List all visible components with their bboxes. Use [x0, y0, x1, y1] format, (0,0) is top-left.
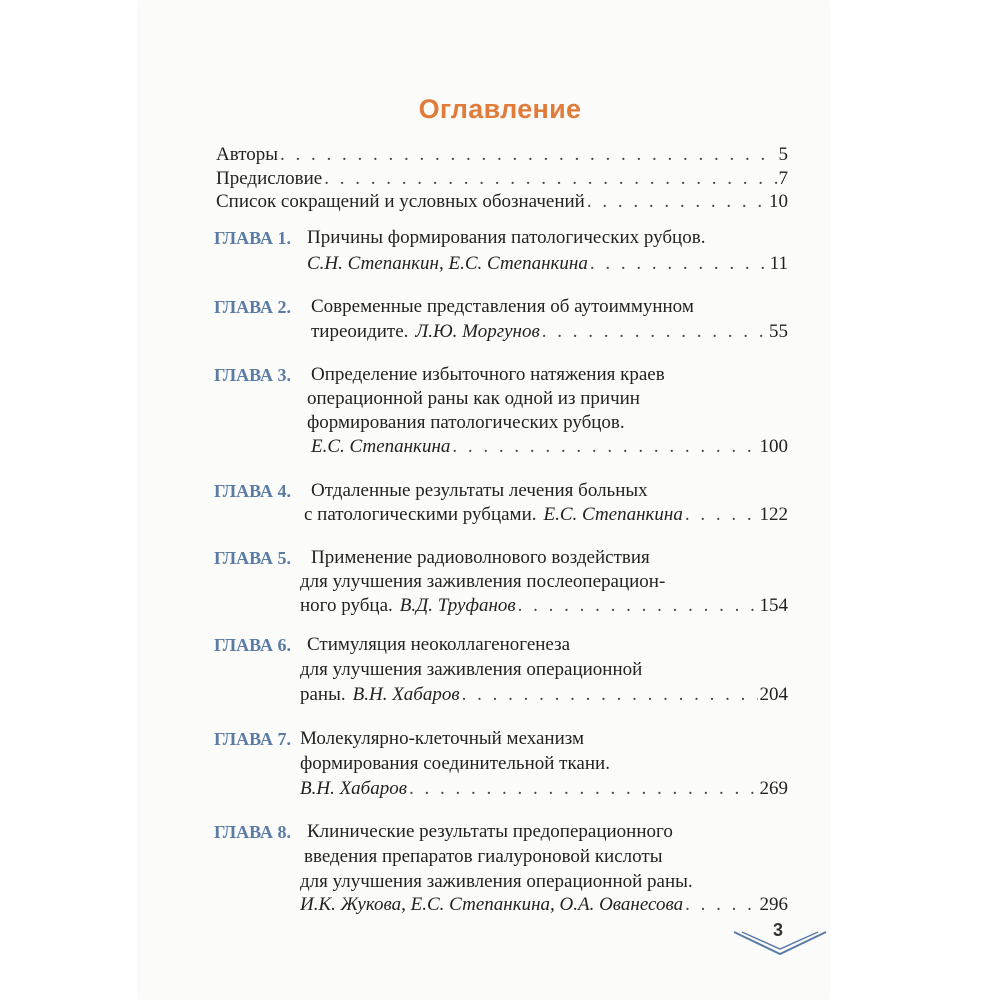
- chapter-2-label: ГЛАВА 2.: [214, 297, 292, 317]
- entry-page: 122: [759, 504, 788, 525]
- chapter-3-label: ГЛАВА 3.: [214, 365, 292, 385]
- chapter-5-title-line-1[interactable]: Применение радиоволнового воздействия: [311, 547, 650, 568]
- chapter-4-label: ГЛАВА 4.: [214, 481, 292, 501]
- entry-page: 204: [759, 684, 788, 705]
- chapter-6-title-line-1[interactable]: Стимуляция неоколлагеногенеза: [307, 634, 571, 655]
- entry-label: Авторы: [216, 144, 279, 165]
- chapter-3-title-line-2[interactable]: операционной раны как одной из причин: [307, 388, 640, 409]
- entry-page: 55: [769, 321, 788, 342]
- chapter-7-title-line-2[interactable]: формирования соединительной ткани.: [300, 753, 610, 774]
- chapter-4-title[interactable]: Отдаленные результаты лечения больных: [311, 480, 648, 501]
- chapter-5-title-line-2[interactable]: для улучшения заживления послеоперацион-: [300, 571, 666, 592]
- chapter-8-authors-line[interactable]: [300, 893, 788, 917]
- chapter-7-label: ГЛАВА 7.: [214, 729, 292, 749]
- entry-page: 11: [769, 253, 788, 274]
- entry-label: Предисловие: [216, 168, 323, 189]
- entry-page: 296: [759, 894, 788, 915]
- chapter-5-label: ГЛАВА 5.: [214, 548, 292, 568]
- leader-dots: [587, 190, 767, 214]
- chapter-2-authors-line[interactable]: тиреоидите. Л.Ю. Моргунов . . . 55: [311, 320, 788, 344]
- leader-dots: [409, 777, 758, 801]
- chapter-1-authors-line[interactable]: [307, 252, 788, 276]
- chapter-authors: В.Н. Хабаров: [300, 778, 407, 799]
- chapter-6-title-line-2[interactable]: для улучшения заживления операционной: [300, 659, 643, 680]
- toc-entry-preface[interactable]: [216, 167, 788, 191]
- toc-entry-authors[interactable]: [216, 143, 788, 167]
- leader-dots: [590, 252, 768, 276]
- entry-page: 269: [759, 778, 788, 799]
- chapter-authors: С.Н. Степанкин, Е.С. Степанкина: [307, 253, 588, 274]
- chapter-7-title-line-1[interactable]: Молекулярно-клеточный механизм: [300, 728, 585, 749]
- entry-page: 10: [769, 191, 788, 212]
- chapter-1-title[interactable]: Причины формирования патологических рубцов.: [307, 227, 706, 248]
- chapter-5-authors-line[interactable]: ного рубца. В.Д. Труфанов . . . 154: [300, 594, 788, 618]
- toc-entry-abbreviations[interactable]: [216, 190, 788, 214]
- leader-dots: [542, 320, 767, 344]
- chapter-authors: В.Д. Труфанов: [399, 595, 516, 616]
- chapter-8-title-line-1[interactable]: Клинические результаты предоперационного: [307, 821, 673, 842]
- leader-dots: [462, 683, 758, 707]
- entry-label: Список сокращений и условных обозначений: [216, 191, 585, 212]
- chapter-6-authors-line[interactable]: раны. В.Н. Хабаров . . . 204: [300, 683, 788, 707]
- chapter-8-title-line-3[interactable]: для улучшения заживления операционной раны.: [300, 871, 693, 892]
- entry-page: 7: [778, 168, 788, 189]
- chapter-6-label: ГЛАВА 6.: [214, 635, 292, 655]
- chapter-8-title-line-2[interactable]: введения препаратов гиалуроновой кислоты: [304, 846, 663, 867]
- leader-dots: [324, 167, 776, 191]
- leader-dots: [518, 594, 758, 618]
- chapter-3-title-line-1[interactable]: Определение избыточного натяжения краев: [311, 364, 665, 385]
- entry-page: 100: [759, 436, 788, 457]
- chapter-2-title[interactable]: Современные представления об аутоиммунном: [311, 296, 694, 317]
- chapter-authors: Е.С. Степанкина: [543, 504, 683, 525]
- toc-title: Оглавление: [418, 94, 582, 125]
- chapter-authors: И.К. Жукова, Е.С. Степанкина, О.А. Ованесова: [300, 894, 684, 915]
- chapter-authors: Е.С. Степанкина: [311, 436, 451, 457]
- chapter-authors: Л.Ю. Моргунов: [415, 321, 540, 342]
- entry-page: 154: [759, 595, 788, 616]
- chapter-7-authors-line[interactable]: [300, 777, 788, 801]
- chapter-8-label: ГЛАВА 8.: [214, 822, 292, 842]
- leader-dots: [280, 143, 776, 167]
- leader-dots: [685, 893, 757, 917]
- chapter-1-label: ГЛАВА 1.: [214, 228, 292, 248]
- page-number: 3: [773, 920, 784, 940]
- chapter-4-authors-line[interactable]: с патологическими рубцами. Е.С. Степанкина . . . 122: [304, 503, 788, 527]
- leader-dots: [685, 503, 758, 527]
- leader-dots: [452, 435, 757, 459]
- chapter-authors: В.Н. Хабаров: [352, 684, 460, 705]
- chapter-3-title-line-3[interactable]: формирования патологических рубцов.: [307, 412, 625, 433]
- chapter-3-authors-line[interactable]: [311, 435, 788, 459]
- entry-page: 5: [778, 144, 788, 165]
